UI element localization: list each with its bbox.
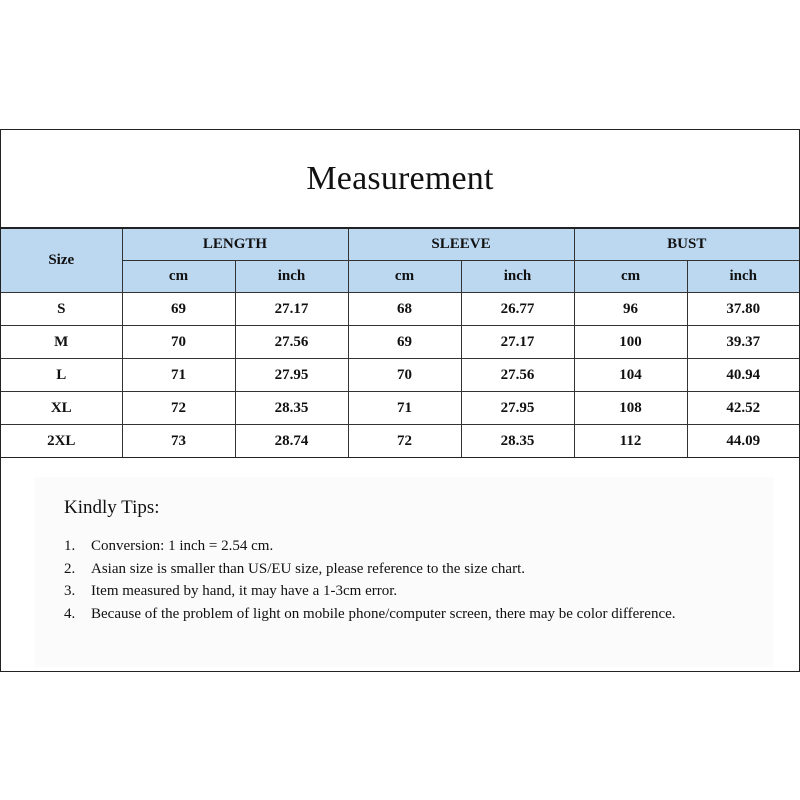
table-row [1,359,799,392]
table-cell: 27.17 [461,326,574,359]
table-cell: 27.56 [235,326,348,359]
table-row [1,425,799,458]
size-cell: XL [1,392,122,425]
measurement-card [0,129,800,672]
page-title: Measurement [306,159,494,197]
unit-header: cm [122,261,235,293]
table-cell: 26.77 [461,293,574,326]
table-cell: 72 [122,392,235,425]
table-cell: 96 [574,293,687,326]
list-item-text: Item measured by hand, it may have a 1-3cm error. [91,583,398,599]
list-item-number: 2. [64,560,76,577]
table-cell: 44.09 [687,425,799,458]
group-header-bust: BUST [574,228,799,261]
tips-heading: Kindly Tips: [64,497,160,518]
unit-header: inch [687,261,799,293]
table-cell: 69 [348,326,461,359]
table-cell: 73 [122,425,235,458]
header-row-groups [1,228,799,261]
size-cell: L [1,359,122,392]
list-item-number: 4. [64,605,76,622]
table-cell: 37.80 [687,293,799,326]
table-cell: 28.74 [235,425,348,458]
list-item [64,558,744,581]
size-chart-table [1,227,799,458]
table-cell: 28.35 [461,425,574,458]
table-cell: 112 [574,425,687,458]
list-item-text: Conversion: 1 inch = 2.54 cm. [91,538,274,554]
size-cell: M [1,326,122,359]
list-item [64,603,744,626]
table-cell: 104 [574,359,687,392]
tips-panel [35,477,773,667]
table-cell: 100 [574,326,687,359]
table-cell: 69 [122,293,235,326]
table-cell: 68 [348,293,461,326]
group-header-sleeve: SLEEVE [348,228,574,261]
group-header-length: LENGTH [122,228,348,261]
list-item-text: Asian size is smaller than US/EU size, please reference to the size chart. [91,560,525,577]
table-cell: 27.56 [461,359,574,392]
unit-header: inch [461,261,574,293]
list-item-text: Because of the problem of light on mobile phone/computer screen, there may be color difference. [91,605,676,622]
list-item [64,535,744,558]
table-cell: 42.52 [687,392,799,425]
size-cell: S [1,293,122,326]
table-cell: 71 [122,359,235,392]
unit-header: cm [348,261,461,293]
unit-header: inch [235,261,348,293]
list-item [64,580,744,603]
table-cell: 108 [574,392,687,425]
table-cell: 71 [348,392,461,425]
size-column-header: Size [1,228,122,293]
list-item-number: 1. [64,538,76,554]
table-cell: 70 [122,326,235,359]
table-row [1,293,799,326]
table-cell: 72 [348,425,461,458]
table-cell: 40.94 [687,359,799,392]
table-cell: 28.35 [235,392,348,425]
unit-header: cm [574,261,687,293]
table-row [1,326,799,359]
table-cell: 27.95 [235,359,348,392]
size-cell: 2XL [1,425,122,458]
list-item-number: 3. [64,583,76,599]
tips-list [64,535,744,625]
table-cell: 70 [348,359,461,392]
table-cell: 27.17 [235,293,348,326]
table-cell: 27.95 [461,392,574,425]
table-cell: 39.37 [687,326,799,359]
table-row [1,392,799,425]
